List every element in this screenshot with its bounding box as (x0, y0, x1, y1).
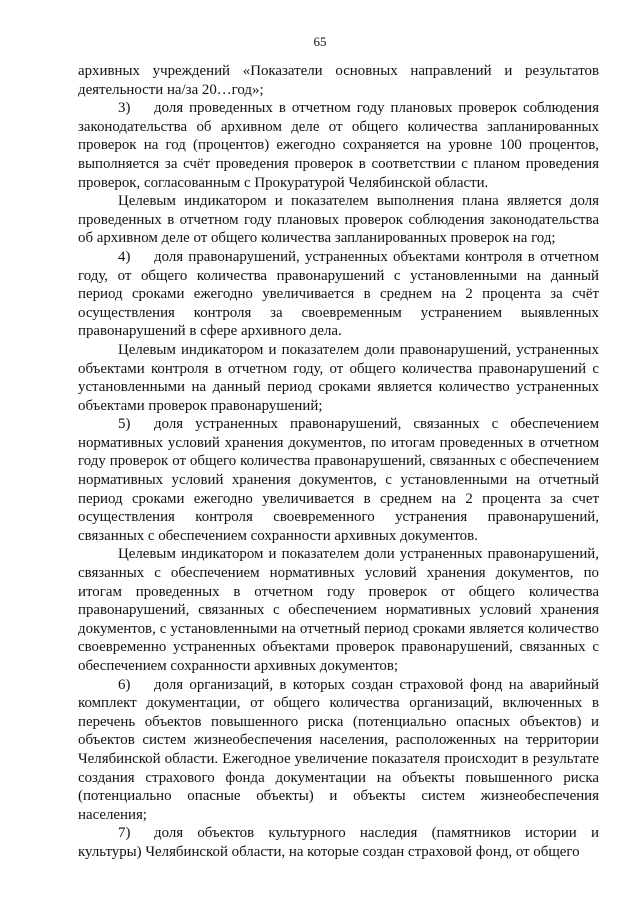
list-item-number: 3) (118, 100, 131, 117)
paragraph-text: доля организаций, в которых создан страховой фонд на аварийный комплект документации, от общего количества организаций, включенных в перечень объектов повышенного риска (потенциально опасных объектов) и объектов систем жизнеобеспечения населения, расположенных на территории Челябинской области. Ежегодное увеличение показателя происходит в результате создания страхового фонда документации на объекты повышенного риска (потенциально опасные объекты) и объекты систем жизнеобеспечения населения; (78, 676, 599, 823)
paragraph-text: доля правонарушений, устраненных объектами контроля в отчетном году, от общего количества правонарушений с установленными на данный период сроками ежегодно увеличивается в среднем на 2 процента за счёт осуществления контроля за своевременным устранением выявленных правонарушений в сфере архивного дела. (78, 248, 599, 340)
list-item-5 (78, 415, 599, 545)
paragraph-continuation (78, 62, 599, 99)
list-item-7 (78, 824, 599, 861)
list-item-number: 7) (118, 825, 131, 842)
list-item-6 (78, 676, 599, 825)
document-body (78, 62, 599, 862)
paragraph-text: Целевым индикатором и показателем выполнения плана является доля проведенных в отчетном году плановых проверок соблюдения законодательства об архивном деле от общего количества запланированных проверок на год; (78, 193, 599, 247)
paragraph-text: доля объектов культурного наследия (памятников истории и культуры) Челябинской области, на которые создан страховой фонд, от общего (78, 825, 599, 860)
indicator-paragraph-3 (78, 192, 599, 248)
page-number: 65 (313, 34, 327, 49)
list-item-number: 5) (118, 416, 131, 433)
paragraph-text: Целевым индикатором и показателем доли устраненных правонарушений, связанных с обеспечением нормативных условий хранения документов, по итогам проведенных в отчетном году проверок от общего количества правонарушений, связанных с обеспечением нормативных условий хранения документов, с установленными на отчетный период сроками является количество своевременно устраненных объектами проверок правонарушений, связанных с обеспечением сохранности архивных документов; (78, 546, 599, 674)
indicator-paragraph-5 (78, 545, 599, 675)
list-item-number: 6) (118, 676, 131, 693)
list-item-3 (78, 99, 599, 192)
indicator-paragraph-4 (78, 341, 599, 415)
paragraph-text: доля проведенных в отчетном году плановых проверок соблюдения законодательства об архивном деле от общего количества запланированных проверок на год (процентов) ежегодно сохраняется на уровне 100 процентов, выполняется за счёт проведения проверок в соответствии с планом проведения проверок, согласованным с Прокуратурой Челябинской области. (78, 100, 599, 191)
list-item-number: 4) (118, 248, 131, 265)
paragraph-text: архивных учреждений «Показатели основных направлений и результатов деятельности на/за 20…год»; (78, 63, 599, 98)
paragraph-text: Целевым индикатором и показателем доли правонарушений, устраненных объектами контроля в отчетном году, от общего количества правонарушений с установленными на данный период сроками является количество устраненных объектами проверок правонарушений; (78, 341, 599, 414)
paragraph-text: доля устраненных правонарушений, связанных с обеспечением нормативных условий хранения документов, по итогам проведенных в отчетном году проверок от общего количества правонарушений, связанных с обеспечением нормативных условий хранения документов, с установленными на отчетный период сроками ежегодно увеличивается в среднем на 2 процента за счет осуществления контроля своевременного устранения правонарушений, связанных с обеспечением сохранности архивных документов. (78, 416, 599, 544)
list-item-4 (78, 248, 599, 341)
